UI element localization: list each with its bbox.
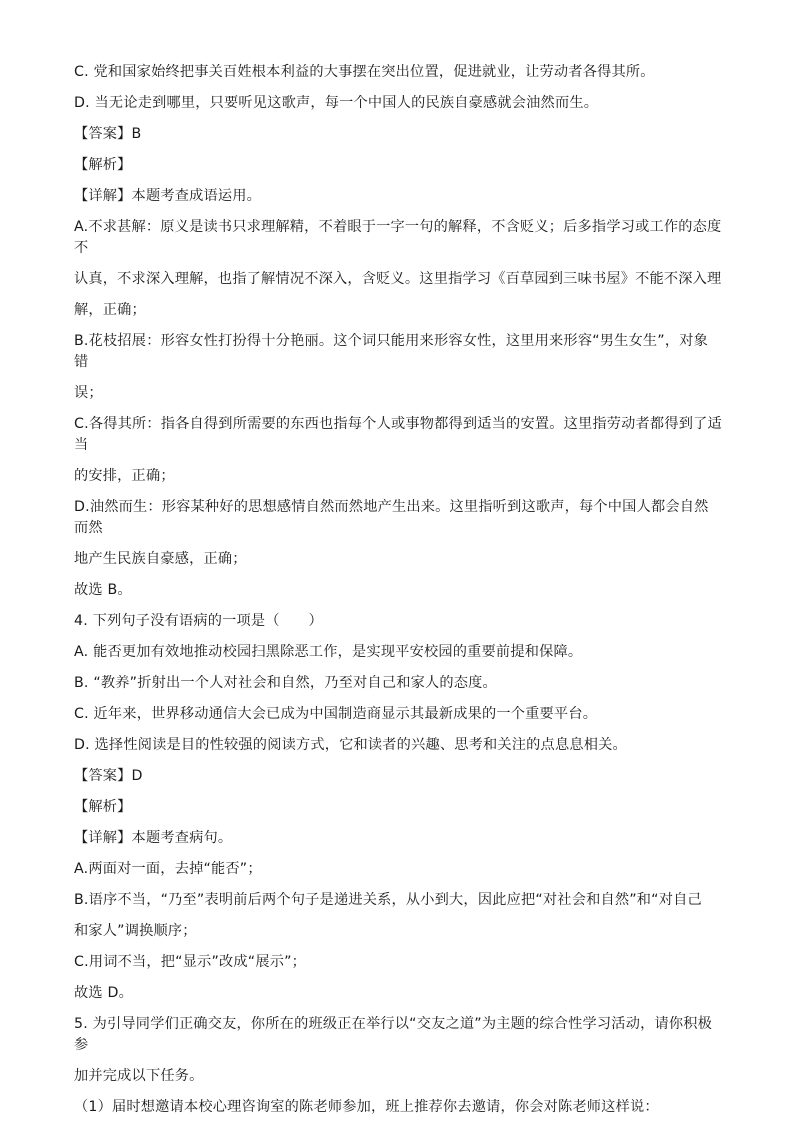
text-line: 解，正确；	[74, 302, 146, 318]
text-line: 认真，不求深入理解，也指了解情况不深入，含贬义。这里指学习《百草园到三味书屋》不能不深入理	[74, 271, 722, 287]
text-line: 【解析】	[74, 799, 132, 815]
paragraph	[74, 611, 722, 632]
text-line: 误；	[74, 385, 103, 401]
paragraph	[74, 859, 722, 880]
paragraph	[74, 704, 722, 725]
paragraph	[74, 155, 722, 176]
text-line: 【答案】B	[74, 126, 142, 142]
paragraph	[74, 766, 722, 787]
paragraph	[74, 673, 722, 694]
text-line: 和家人”调换顺序；	[74, 923, 197, 939]
text-line: 【解析】	[74, 157, 132, 173]
paragraph	[74, 735, 722, 756]
paragraph	[74, 497, 722, 570]
paragraph	[74, 952, 722, 973]
text-line: D.油然而生：形容某种好的思想感情自然而然地产生出来。这里指听到这歌声，每个中国人都会自然而然	[74, 499, 709, 536]
paragraph	[74, 642, 722, 663]
paragraph	[74, 331, 722, 404]
text-line: C.各得其所：指各自得到所需要的东西也指每个人或事物都得到适当的安置。这里指劳动者都得到了适当	[74, 416, 722, 453]
paragraph	[74, 93, 722, 114]
text-line: 5. 为引导同学们正确交友，你所在的班级正在举行以“交友之道”为主题的综合性学习活动，请你积极参	[74, 1016, 713, 1053]
paragraph	[74, 890, 722, 942]
paragraph	[74, 797, 722, 818]
text-line: （1）届时想邀请本校心理咨询室的陈老师参加，班上推荐你去邀请，你会对陈老师这样说：	[74, 1099, 659, 1115]
paragraph	[74, 414, 722, 487]
paragraph	[74, 580, 722, 601]
text-line: 地产生民族自豪感，正确；	[74, 551, 247, 567]
text-line: 【详解】本题考查成语运用。	[74, 188, 262, 204]
text-line: A. 能否更加有效地推动校园扫黑除恶工作，是实现平安校园的重要前提和保障。	[74, 644, 583, 660]
text-line: 【详解】本题考查病句。	[74, 830, 233, 846]
paragraph	[74, 983, 722, 1004]
text-line: D. 选择性阅读是目的性较强的阅读方式，它和读者的兴趣、思考和关注的点息息相关。	[74, 737, 627, 753]
text-line: C.用词不当，把“显示”改成“展示”；	[74, 954, 307, 970]
text-line: 4. 下列句子没有语病的一项是（ ）	[74, 613, 323, 629]
paragraph	[74, 828, 722, 849]
document-body	[74, 62, 722, 1128]
text-line: 加并完成以下任务。	[74, 1068, 204, 1084]
paragraph	[74, 1097, 722, 1118]
text-line: 的安排，正确；	[74, 468, 175, 484]
text-line: C. 近年来，世界移动通信大会已成为中国制造商显示其最新成果的一个重要平台。	[74, 706, 598, 722]
paragraph	[74, 124, 722, 145]
paragraph	[74, 186, 722, 207]
text-line: D. 当无论走到哪里，只要听见这歌声，每一个中国人的民族自豪感就会油然而生。	[74, 95, 599, 111]
text-line: B. “教养”折射出一个人对社会和自然，乃至对自己和家人的态度。	[74, 675, 497, 691]
paragraph	[74, 1014, 722, 1087]
paragraph	[74, 62, 722, 83]
text-line: A.不求甚解：原义是读书只求理解精，不着眼于一字一句的解释，不含贬义；后多指学习或工作的态度不	[74, 219, 722, 256]
text-line: 故选 B。	[74, 582, 132, 598]
text-line: B.语序不当，“乃至”表明前后两个句子是递进关系，从小到大，因此应把“对社会和自然”和“对自己	[74, 892, 702, 908]
text-line: A.两面对一面，去掉“能否”；	[74, 861, 262, 877]
text-line: 【答案】D	[74, 768, 143, 784]
text-line: C. 党和国家始终把事关百姓根本利益的大事摆在突出位置，促进就业，让劳动者各得其所。	[74, 64, 655, 80]
text-line: B.花枝招展：形容女性打扮得十分艳丽。这个词只能用来形容女性，这里用来形容“男生女生”，对象错	[74, 333, 709, 370]
paragraph	[74, 217, 722, 321]
text-line: 故选 D。	[74, 985, 133, 1001]
